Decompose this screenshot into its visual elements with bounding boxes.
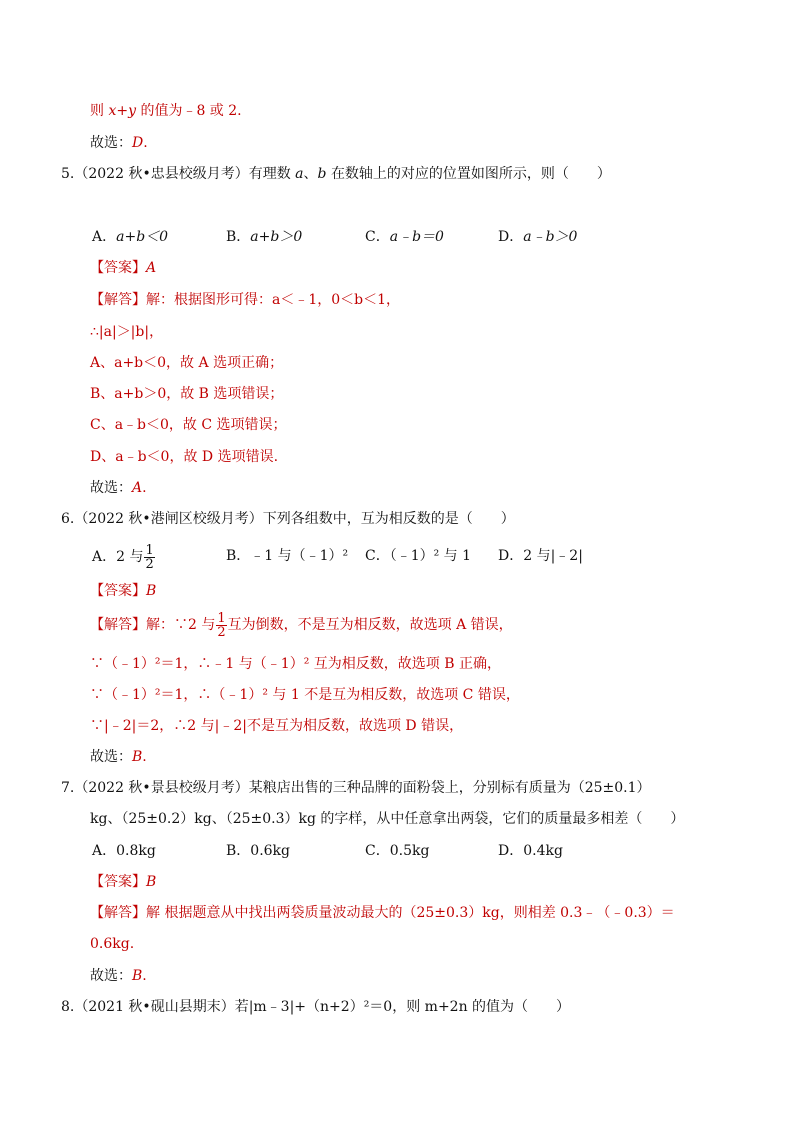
q6-solution-line-4: ∵|﹣2|＝2，∴2 与|﹣2|不是互为相反数，故选项 D 错误， [90,718,464,734]
q7-option-b [226,841,290,861]
q8-stem: 8.（2021 秋•砚山县期末）若|m﹣3|+（n+2）²＝0，则 m+2n 的值为（ ） [61,999,571,1015]
q6-option-b: B．﹣1 与（﹣1）² [226,548,349,564]
q5-solution-line-6: D、a﹣b＜0，故 D 选项错误. [90,449,279,465]
q6-choose-value: B [132,749,143,765]
q5-sep: 、 [303,166,318,182]
q5-stem-rest: 在数轴上的对应的位置如图所示，则（ ） [330,166,611,182]
q5-option-d-label: D． [498,229,524,245]
q7-choose-value: B [132,968,143,984]
q7-answer [90,872,156,892]
q6-solution-line-3: ∵（﹣1）²＝1，∴（﹣1）² 与 1 不是互为相反数，故选项 C 错误， [90,687,520,703]
q7-option-d [498,841,563,861]
q7-solution-tag: 【解答】 [90,905,146,921]
q6-answer-value: B [146,583,157,599]
q6-solution-post: 互为倒数，不是互为相反数，故选项 A 错误， [227,617,513,633]
q7-stem-line-2: kg、（25±0.2）kg、（25±0.3）kg 的字样，从中任意拿出两袋，它们的质量最多相差（ ） [90,811,685,827]
q5-solution-line-4: B、a+b＞0，故 B 选项错误； [90,386,284,402]
q4-choose-end: . [143,135,148,151]
q5-option-c [365,227,444,247]
q4-choose-label: 故选： [90,135,132,151]
q6-solution-tag: 【解答】 [90,617,146,633]
q7-solution-text-1: 解 根据题意从中找出两袋质量波动最大的（25±0.3）kg，则相差 0.3﹣（﹣0.3）＝ [146,905,675,921]
q5-solution-tag: 【解答】 [90,292,146,308]
q6-option-a [92,540,156,574]
q7-option-d-label: D． [498,843,524,859]
q5-option-b-expr: a+b＞0 [250,229,303,245]
q7-option-a [92,841,156,861]
q6-choose-end: . [142,749,147,765]
q5-solution-line-3: A、a+b＜0，故 A 选项正确； [90,355,284,371]
q7-option-b-label: B． [226,843,251,859]
q5-option-b-label: B． [226,229,251,245]
q5-choose-label: 故选： [90,480,132,496]
q6-stem: 6.（2022 秋•港闸区校级月考）下列各组数中，互为相反数的是（ ） [61,511,515,527]
q7-option-a-expr: 0.8kg [116,843,156,859]
q7-solution-line-1 [90,903,675,923]
q4-result-suffix: 的值为﹣8 或 2. [140,103,242,119]
q7-choose-line [90,966,147,986]
fraction-denominator: 2 [217,624,226,640]
q7-choose-label: 故选： [90,968,132,984]
q6-solution-line-1 [90,608,513,642]
q4-choose-value: D [132,135,144,151]
q5-option-d-expr: a﹣b＞0 [523,229,578,245]
q5-option-d [498,227,577,247]
q5-solution-line-5: C、a﹣b＜0，故 C 选项错误； [90,417,287,433]
q6-solution-fraction [216,612,226,639]
q7-stem-line-1: 7.（2022 秋•景县校级月考）某粮店出售的三种品牌的面粉袋上，分别标有质量为（25±0.1） [61,780,651,796]
q5-option-c-label: C． [365,229,390,245]
q5-var-b: b [317,166,327,182]
q5-choose-end: . [142,480,147,496]
q5-number: 5. [61,166,75,182]
q5-stem [61,164,611,184]
q6-solution-pre: 解：∵2 与 [146,617,216,633]
q4-result-prefix: 则 [90,103,104,119]
q7-option-a-label: A． [92,843,117,859]
q7-answer-tag: 【答案】 [90,874,146,890]
q5-option-a [92,227,168,247]
q7-option-d-expr: 0.4kg [523,843,563,859]
q6-option-a-fraction [144,544,154,571]
q5-var-a: a [295,166,304,182]
q5-answer-value: A [146,260,157,276]
q4-result-line [90,101,242,121]
q5-choose-value: A [132,480,143,496]
q5-option-c-expr: a﹣b＝0 [389,229,444,245]
q5-solution-text-1: 解：根据图形可得：a＜﹣1，0＜b＜1， [146,292,401,308]
fraction-denominator: 2 [145,556,154,572]
q5-solution-line-1 [90,290,400,310]
q6-answer [90,581,156,601]
q5-option-b [226,227,302,247]
q5-option-a-label: A． [92,229,117,245]
q7-option-c-expr: 0.5kg [389,843,430,859]
q5-choose-line [90,478,147,498]
q5-answer-tag: 【答案】 [90,260,146,276]
q4-result-var: x+y [108,103,136,119]
q4-choose-line [90,133,148,153]
q7-option-b-expr: 0.6kg [250,843,291,859]
q5-solution-line-2: ∴|a|＞|b|， [90,324,164,340]
q6-solution-line-2: ∵（﹣1）²＝1，∴﹣1 与（﹣1）² 互为相反数，故选项 B 正确， [90,656,501,672]
q6-option-d: D．2 与|﹣2| [498,548,583,564]
q5-stem-text: （2022 秋•忠县校级月考）有理数 [74,166,291,182]
q6-choose-label: 故选： [90,749,132,765]
fraction-numerator: 1 [145,542,154,558]
q6-option-a-pre: 2 与 [116,549,144,565]
q7-solution-line-2: 0.6kg. [90,936,135,952]
q7-option-c [365,841,429,861]
q7-choose-end: . [142,968,147,984]
q6-answer-tag: 【答案】 [90,583,146,599]
fraction-numerator: 1 [217,610,226,626]
q6-option-c: C．（﹣1）² 与 1 [365,548,472,564]
q7-answer-value: B [146,874,157,890]
q6-choose-line [90,747,147,767]
q5-option-a-expr: a+b＜0 [116,229,169,245]
q5-answer [90,258,156,278]
q7-option-c-label: C． [365,843,390,859]
q6-option-a-label: A． [92,549,117,565]
